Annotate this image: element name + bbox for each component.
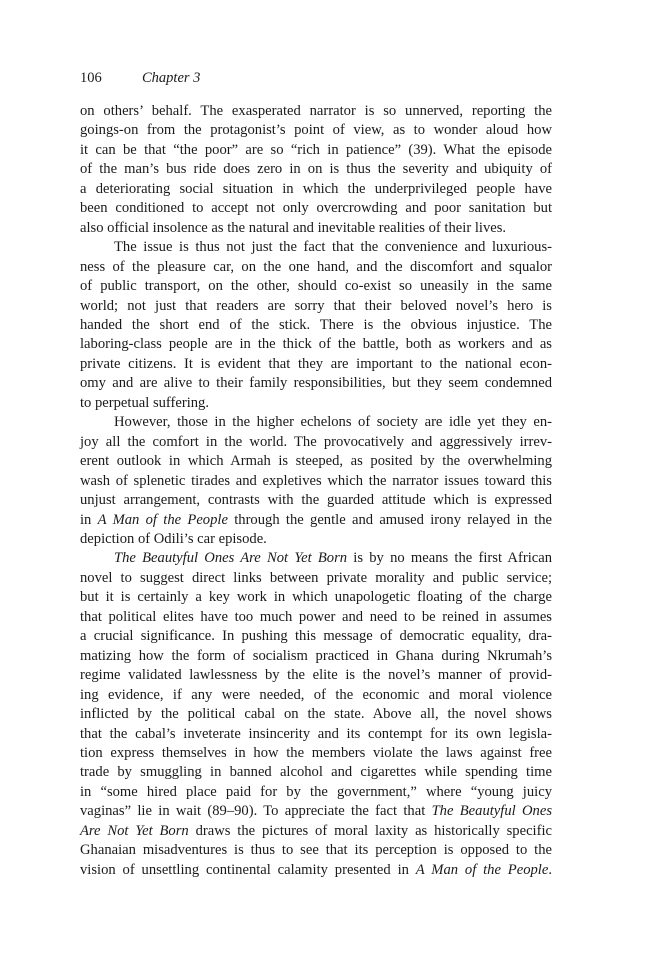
text-line (80, 355, 552, 374)
paragraph (80, 413, 552, 549)
text-run: trade by smuggling in banned alcohol and cigarettes while spending time (80, 764, 552, 781)
text-run: but it is certainly a key work in which unapologetic floating of the charge (80, 589, 552, 606)
text-line (80, 452, 552, 471)
text-run: ness of the pleasure car, on the one hand, and the discomfort and squalor (80, 258, 552, 275)
text-line (80, 335, 552, 354)
text-run: wash of splenetic tirades and expletives which the narrator issues toward this (80, 472, 552, 489)
text-line (80, 277, 552, 296)
page-number: 106 (80, 70, 102, 86)
text-run: a deteriorating social situation in which the underprivileged people have (80, 180, 552, 197)
text-line (80, 647, 552, 666)
text-line (80, 511, 552, 530)
book-page (80, 68, 552, 880)
text-line (80, 258, 552, 277)
text-line (80, 841, 552, 860)
text-line (80, 569, 552, 588)
text-run: tion express themselves in how the members violate the laws against free (80, 744, 552, 761)
text-run: vision of unsettling continental calamity presented in (80, 861, 416, 878)
text-run: handed the short end of the stick. There is the obvious injustice. The (80, 316, 552, 333)
text-line (80, 627, 552, 646)
italic-title: The Beautyful Ones (431, 803, 552, 820)
text-run: The issue is thus not just the fact that the convenience and luxurious- (114, 239, 552, 256)
italic-title: A Man of the People (97, 511, 228, 528)
text-line (80, 686, 552, 705)
text-line (80, 861, 552, 880)
text-line (80, 530, 552, 549)
text-run: omy and are alive to their family responsibilities, but they seem condemned (80, 375, 552, 392)
text-line (80, 744, 552, 763)
text-line (80, 374, 552, 393)
text-line (80, 413, 552, 432)
text-line (80, 316, 552, 335)
text-line (80, 822, 552, 841)
text-line (80, 802, 552, 821)
text-run: been conditioned to accept not only overcrowding and poor sanitation but (80, 200, 552, 217)
text-line (80, 238, 552, 257)
text-line (80, 180, 552, 199)
text-run: that the cabal’s inveterate insincerity and its contempt for its own legisla- (80, 725, 552, 742)
paragraph (80, 549, 552, 880)
text-line (80, 297, 552, 316)
text-run: novel to suggest direct links between private morality and public service; (80, 569, 552, 586)
text-run: in (80, 511, 98, 528)
text-line (80, 472, 552, 491)
text-run: ing evidence, if any were needed, of the economic and moral violence (80, 686, 552, 703)
italic-title: Are Not Yet Born (80, 822, 189, 839)
text-run: on others’ behalf. The exasperated narrator is so unnerved, reporting the (80, 103, 552, 119)
text-line (80, 783, 552, 802)
text-run: it can be that “the poor” are so “rich in patience” (39). What the episode (80, 141, 552, 158)
text-line (80, 588, 552, 607)
italic-title: A Man of the People (415, 861, 549, 878)
text-run: in “some hired place paid for by the government,” where “young juicy (80, 783, 552, 800)
text-line (80, 433, 552, 452)
text-line (80, 160, 552, 179)
text-run: draws the pictures of moral laxity as historically specific (188, 822, 553, 839)
paragraph (80, 238, 552, 413)
text-line (80, 394, 552, 413)
text-run: world; not just that readers are sorry that their beloved novel’s hero is (80, 297, 552, 314)
text-run: vaginas” lie in wait (89–90). To appreciate the fact that (80, 803, 432, 820)
text-line (80, 763, 552, 782)
text-run: unjust arrangement, contrasts with the guarded attitude which is expressed (80, 492, 552, 509)
text-run: a crucial significance. In pushing this message of democratic equality, dra- (80, 628, 552, 645)
text-line (80, 666, 552, 685)
text-run: erent outlook in which Armah is steeped, as posited by the overwhelming (80, 453, 552, 470)
text-run: Ghanaian misadventures is thus to see that its perception is opposed to the (80, 842, 552, 859)
text-line (80, 121, 552, 140)
text-run: also official insolence as the natural and inevitable realities of their lives. (80, 219, 507, 236)
text-run: of public transport, on the other, should co-exist so uneasily in the same (80, 278, 552, 295)
text-run: private citizens. It is evident that they are important to the national econ- (80, 355, 552, 372)
text-run: that political elites have too much power and need to be reined in assumes (80, 608, 552, 625)
paragraph (80, 102, 552, 238)
running-head (80, 68, 552, 88)
text-line (80, 141, 552, 160)
text-line (80, 199, 552, 218)
italic-title: The Beautyful Ones Are Not Yet Born (114, 550, 348, 567)
text-line (80, 705, 552, 724)
text-run: regime validated lawlessness by the elite is the novel’s manner of provid- (80, 667, 552, 684)
text-line (80, 608, 552, 627)
text-run: joy all the comfort in the world. The provocatively and aggressively irrev- (80, 433, 552, 450)
text-line (80, 549, 552, 568)
text-run: laboring-class people are in the thick of the battle, both as workers and as (80, 336, 552, 353)
text-run: depiction of Odili’s car episode. (80, 530, 267, 547)
text-run: through the gentle and amused irony relayed in the (227, 511, 552, 528)
text-run: inflicted by the political cabal on the state. Above all, the novel shows (80, 706, 552, 723)
text-line (80, 102, 552, 121)
text-run: to perpetual suffering. (80, 394, 210, 411)
text-run: . (548, 861, 552, 878)
body-text (80, 102, 552, 880)
text-run: of the man’s bus ride does zero in on is thus the severity and ubiquity of (80, 161, 552, 178)
text-line (80, 219, 552, 238)
chapter-title: Chapter 3 (142, 70, 201, 86)
text-run: goings-on from the protagonist’s point of view, as to wonder aloud how (80, 122, 552, 139)
text-run: is by no means the first African (347, 550, 552, 567)
text-run: matizing how the form of socialism practiced in Ghana during Nkrumah’s (80, 647, 552, 664)
text-line (80, 491, 552, 510)
text-line (80, 725, 552, 744)
text-run: However, those in the higher echelons of society are idle yet they en- (114, 414, 552, 431)
